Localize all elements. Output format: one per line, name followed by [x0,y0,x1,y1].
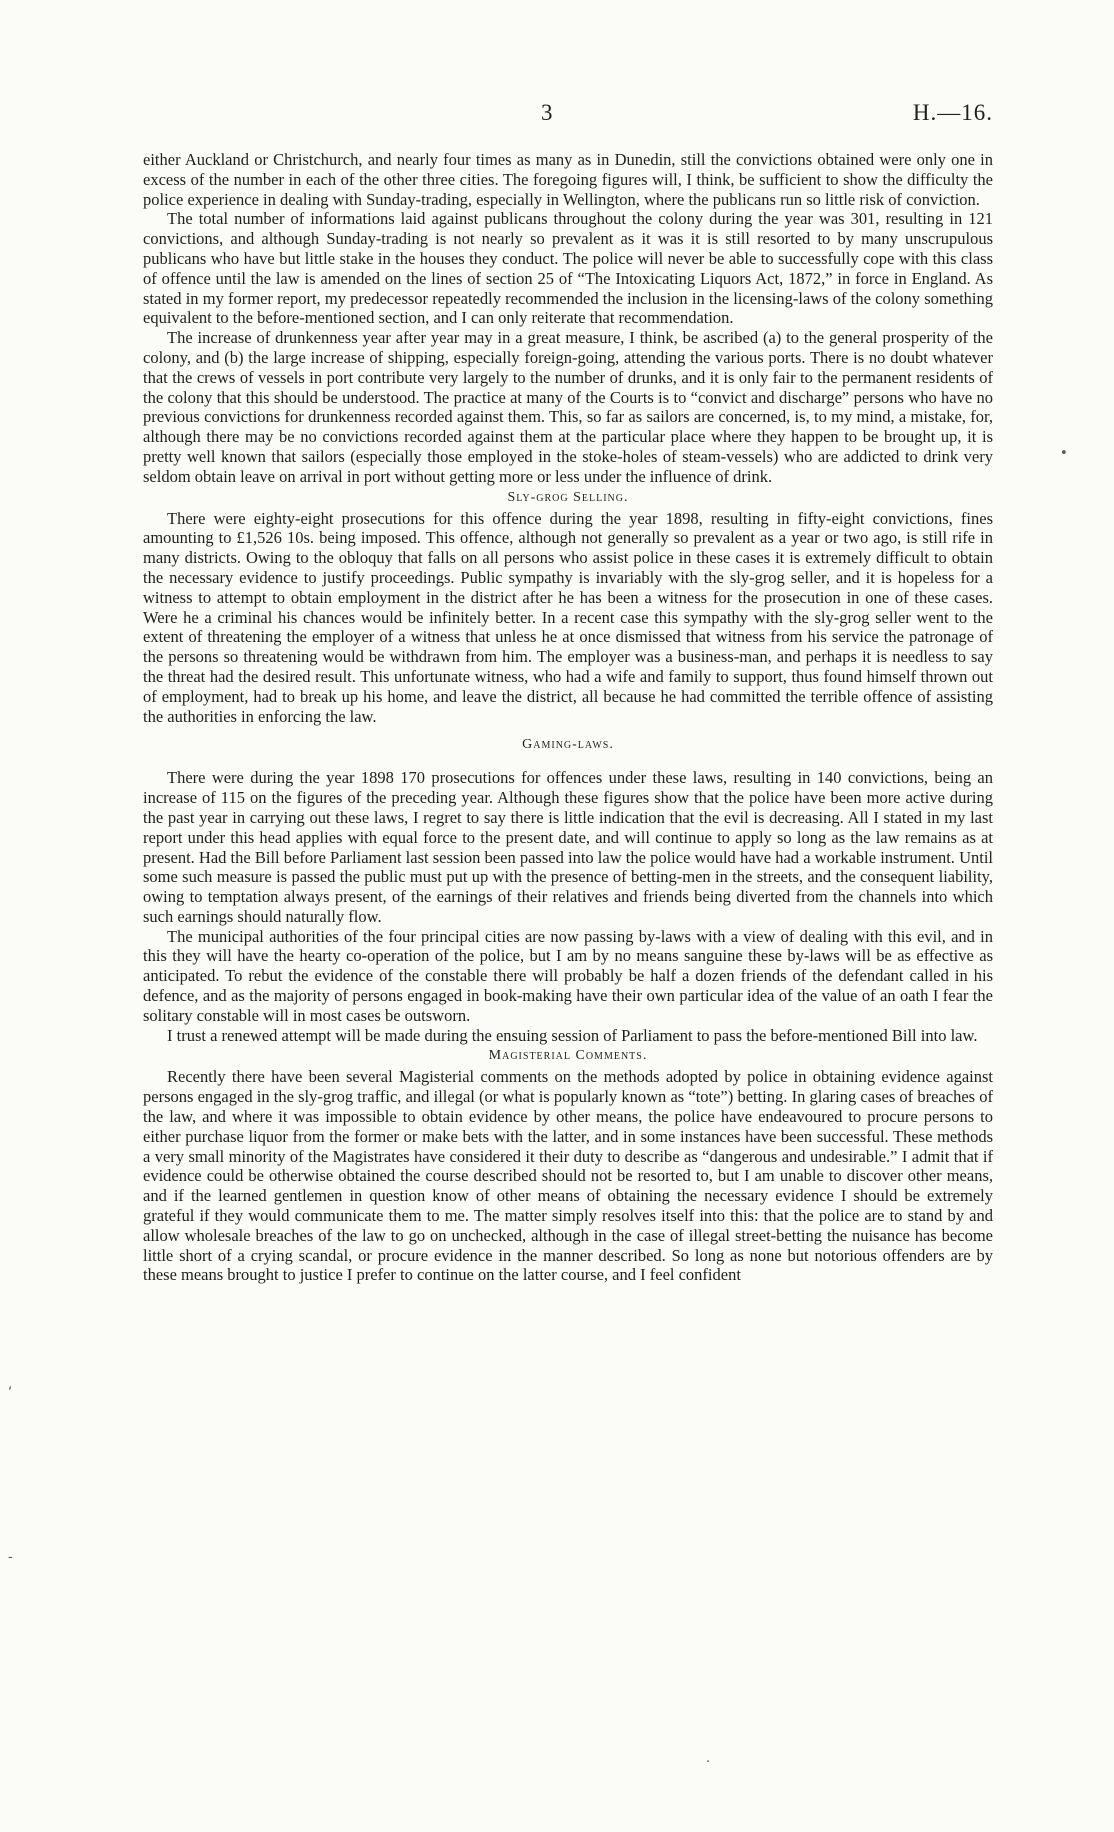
paragraph-renewed-attempt: I trust a renewed attempt will be made during the ensuing session of Parliament to pass the before-mentioned Bill into law. [167,1025,978,1045]
paragraph-informations-publicans: The total number of informations laid against publicans throughout the colony during the year was 301, resulting in 121 convictions, and although Sunday-trading is not nearly so prevalent as it was it is still resorted to by many unscrupulous publicans who have but little stake in the houses they conduct. The police will never be able to successfully cope with this class of offence until the law is amended on the lines of section 25 of “The Intoxicating Liquors Act, 1872,” in force in England. As stated in my former report, my predecessor repeatedly recommended the inclusion in the licensing-laws of the colony something equivalent to the before-mentioned section, and I can only reiterate that recommendation. [143,209,993,328]
page-header [143,100,993,130]
paragraph-magisterial: Recently there have been several Magisterial comments on the methods adopted by police in obtaining evidence against persons engaged in the sly-grog traffic, and illegal (or what is popularly known as “tote”) betting. In glaring cases of breaches of the law, and where it was impossible to obtain evidence by other means, the police have endeavoured to procure persons to either purchase liquor from the former or make bets with the latter, and in some instances have been successful. These methods a very small minority of the Magistrates have considered it their duty to describe as “dangerous and undesirable.” I admit that if evidence could be otherwise obtained the course described should not be resorted to, but I am unable to discover other means, and if the learned gentlemen in question know of other means of obtaining the necessary evidence I should be extremely grateful if they would communicate them to me. The matter simply resolves itself into this: that the police are to stand by and allow wholesale breaches of the law to go on unchecked, although in the case of illegal street-betting the nuisance has become little short of a crying scandal, or procure evidence in the manner described. So long as none but notorious offenders are by these means brought to justice I prefer to continue on the latter course, and I feel confident [143,1067,993,1285]
heading-gaming-laws: Gaming-laws. [522,737,614,753]
margin-speck-mark: • [1060,446,1068,461]
paragraph-gaming-prosecutions: There were during the year 1898 170 prosecutions for offences under these laws, resulting in 140 convictions, being an increase of 115 on the figures of the preceding year. Although these figures show that the police have been more active during the past year in carrying out these laws, I regret to say there is little indication that the evil is decreasing. All I stated in my last report under this head applies with equal force to the present date, and will continue to apply so long as the law remains as at present. Had the Bill before Parliament last session been passed into law the police would have had a workable instrument. Until some such measure is passed the public must put up with the presence of betting-men in the streets, and the consequent liability, owing to temptation always present, of the earnings of their relatives and friends being diverted from the channels into which such earnings should naturally flow. [143,768,993,926]
paragraph-municipal-bylaws: The municipal authorities of the four principal cities are now passing by-laws with a view of dealing with this evil, and in this they will have the hearty co-operation of the police, but I am by no means sanguine these by-laws will be as effective as anticipated. To rebut the evidence of the constable there will probably be half a dozen friends of the defendant called in his defence, and as the majority of persons engaged in book-making have their own particular idea of the value of an oath I fear the solitary constable will in most cases be outsworn. [143,926,993,1025]
paragraph-sly-grog: There were eighty-eight prosecutions for this offence during the year 1898, resulting in fifty-eight convictions, fines amounting to £1,526 10s. being imposed. This offence, although not generally so prevalent as a year or two ago, is still rife in many districts. Owing to the obloquy that falls on all persons who assist police in these cases it is extremely difficult to obtain the necessary evidence to justify proceedings. Public sympathy is invariably with the sly-grog seller, and it is hopeless for a witness to attempt to obtain employment in the district after he has been a witness for the prosecution in one of these cases. Were he a criminal his chances would be infinitely better. In a recent case this sympathy with the sly-grog seller went to the extent of threatening the employer of a witness that unless he at once dismissed that witness from his service the patronage of the persons so threatening would be withdrawn from him. The employer was a business-man, and perhaps it is needless to say the threat had the desired result. This unfortunate witness, who had a wife and family to support, thus found himself thrown out of employment, had to break up his home, and leave the district, all because he had committed the terrible offence of assisting the authorities in enforcing the law. [143,508,993,726]
document-reference: H.—16. [912,100,993,125]
heading-magisterial-comments: Magisterial Comments. [488,1048,648,1064]
heading-sly-grog-selling: Sly-grog Selling. [507,489,629,505]
margin-speck-mark: - [8,1550,13,1565]
margin-speck-mark: ʻ [8,1385,13,1400]
margin-speck-mark: · [706,1755,711,1770]
paragraph-drunkenness: The increase of drunkenness year after year may in a great measure, I think, be ascribed (a) to the general prosperity of the colony, and (b) the large increase of shipping, especially foreign-going, attending the various ports. There is no doubt whatever that the crews of vessels in port contribute very largely to the number of drunks, and it is only fair to the permanent residents of the colony that this should be understood. The practice at many of the Courts is to “convict and discharge” persons who have no previous convictions for drunkenness recorded against them. This, so far as sailors are concerned, is, to my mind, a mistake, for, although there may be no convictions recorded against them at the particular place where they happen to be brought up, it is pretty well known that sailors (especially those employed in the stoke-holes of steam-vessels) who are addicted to drink very seldom obtain leave on arrival in port without getting more or less under the influence of drink. [143,328,993,486]
paragraph-continuation: either Auckland or Christchurch, and nearly four times as many as in Dunedin, still the convictions obtained were only one in excess of the number in each of the other three cities. The foregoing figures will, I think, be sufficient to show the difficulty the police experience in dealing with Sunday-trading, especially in Wellington, where the publicans run so little risk of conviction. [143,150,993,209]
document-body [143,150,993,1285]
page-number: 3 [541,100,553,125]
